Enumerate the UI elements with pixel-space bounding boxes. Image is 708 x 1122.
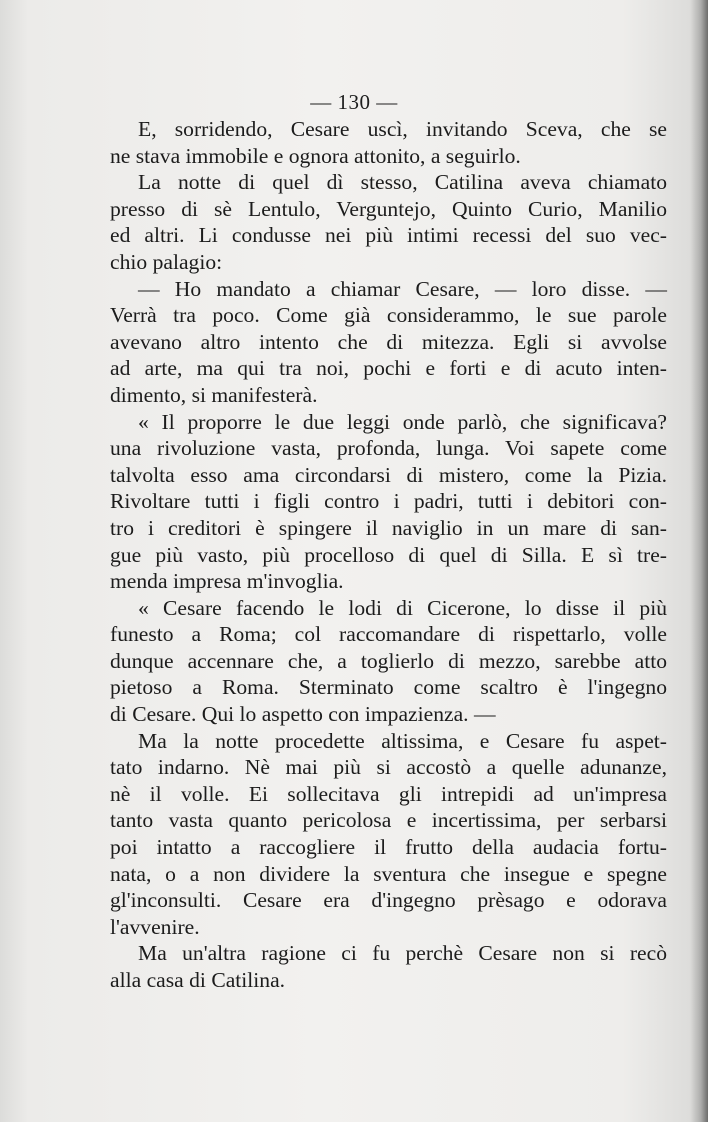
text-line: « Cesare facendo le lodi di Cicerone, lo disse il più — [138, 595, 667, 620]
text-line: Rivoltare tutti i figli contro i padri, tutti i debitori con- — [110, 489, 667, 514]
text-line: Verrà tra poco. Come già considerammo, le sue parole — [110, 303, 667, 328]
text-line: Ma un'altra ragione ci fu perchè Cesare non si recò — [138, 941, 667, 966]
text-line: dunque accennare che, a toglierlo di mezzo, sarebbe atto — [110, 648, 667, 673]
text-line: gl'inconsulti. Cesare era d'ingegno prèsago e odorava — [110, 888, 667, 913]
text-line: funesto a Roma; col raccomandare di rispettarlo, volle — [110, 622, 667, 647]
text-line: presso di sè Lentulo, Verguntejo, Quinto Curio, Manilio — [110, 196, 667, 221]
body-text — [110, 116, 667, 994]
text-line: poi intatto a raccogliere il frutto della audacia fortu- — [110, 835, 667, 860]
text-line: E, sorridendo, Cesare uscì, invitando Sceva, che se — [138, 117, 667, 141]
text-line: chio palagio: — [110, 249, 223, 274]
text-line: tato indarno. Nè mai più si accostò a quelle adunanze, — [110, 755, 667, 780]
text-line: ad arte, ma qui tra noi, pochi e forti e di acuto inten- — [110, 356, 667, 381]
text-line: La notte di quel dì stesso, Catilina aveva chiamato — [138, 170, 667, 195]
text-line: talvolta esso ama circondarsi di mistero, come la Pizia. — [110, 462, 667, 487]
text-line: nè il volle. Ei sollecitava gli intrepidi ad un'impresa — [110, 781, 667, 806]
text-line: dimento, si manifesterà. — [110, 382, 318, 407]
text-line: nata, o a non dividere la sventura che insegue e spegne — [110, 861, 667, 886]
text-line: ne stava immobile e ognora attonito, a seguirlo. — [110, 143, 521, 168]
text-line: gue più vasto, più procelloso di quel di Silla. E sì tre- — [110, 542, 667, 567]
text-line: — Ho mandato a chiamar Cesare, — loro disse. — — [138, 276, 667, 301]
text-line: pietoso a Roma. Sterminato come scaltro è l'ingegno — [110, 675, 667, 700]
text-line: « Il proporre le due leggi onde parlò, che significava? — [138, 409, 667, 434]
text-line: avevano altro intento che di mitezza. Egli si avvolse — [110, 329, 667, 354]
text-line: tanto vasta quanto pericolosa e incertissima, per serbarsi — [110, 808, 667, 833]
text-line: l'avvenire. — [110, 914, 200, 939]
text-line: ed altri. Li condusse nei più intimi recessi del suo vec- — [110, 223, 667, 248]
text-line: alla casa di Catilina. — [110, 968, 286, 992]
text-line: Ma la notte procedette altissima, e Cesare fu aspet- — [138, 728, 667, 753]
text-line: una rivoluzione vasta, profonda, lunga. Voi sapete come — [110, 436, 667, 461]
text-line: tro i creditori è spingere il naviglio in un mare di san- — [110, 515, 667, 540]
text-line: di Cesare. Qui lo aspetto con impazienza. — — [110, 702, 496, 727]
text-line: menda impresa m'invoglia. — [110, 569, 344, 594]
page-number: — 130 — — [310, 90, 398, 114]
